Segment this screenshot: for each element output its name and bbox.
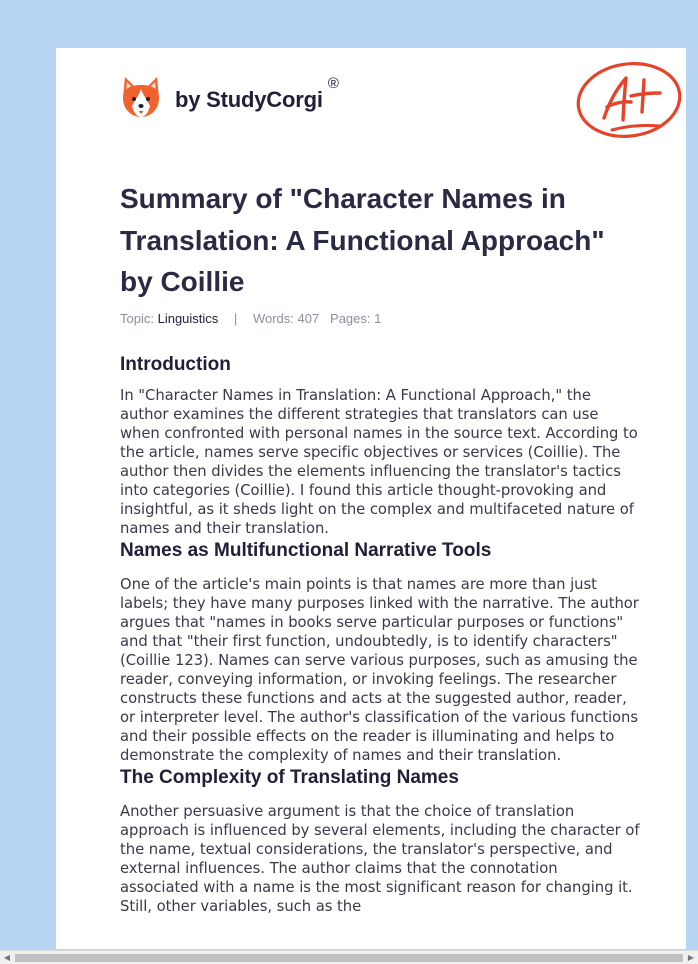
registered-mark: ®	[327, 75, 339, 92]
corgi-icon	[120, 76, 162, 120]
a-plus-grade-icon	[574, 60, 684, 142]
section-heading: Introduction	[120, 354, 231, 375]
section-heading: Names as Multifunctional Narrative Tools	[120, 540, 492, 561]
horizontal-scrollbar[interactable]	[0, 950, 698, 964]
meta-separator: |	[233, 311, 238, 326]
section-heading: The Complexity of Translating Names	[120, 767, 459, 788]
section-paragraph: One of the article's main points is that names are more than just labels; they have many purposes linked with the narrative. The author argues that "names in books serve particular purposes or functions" and that "their first function, undoubtedly, is to identify characters" (Coillie 123). Names can serve various purposes, such as amusing the reader, conveying information, or invoking feelings. The researcher constructs these functions and acts at the suggested author, reader, or interpreter level. The author's classification of the various functions and their possible effects on the reader is illuminating and helps to demonstrate the complexity of names and their translation.	[120, 576, 639, 764]
page-count: Pages: 1	[330, 311, 382, 326]
document-page	[56, 48, 686, 949]
section-paragraph: In "Character Names in Translation: A Functional Approach," the author examines the different strategies that translators can use when confronted with personal names in the source text. According to the article, names serve specific objectives or services (Coillie). The author then divides the elements influencing the translator's tactics into categories (Coillie). I found this article thought-provoking and insightful, as it sheds light on the complex and multifaceted nature of names and their translation.	[120, 387, 638, 537]
header	[120, 76, 660, 146]
article-meta	[120, 311, 381, 326]
topic-label: Topic:	[120, 311, 154, 326]
word-count: Words: 407	[252, 311, 320, 326]
section-paragraph: Another persuasive argument is that the choice of translation approach is influenced by several elements, including the character of the name, textual considerations, the translator's perspective, and external influences. The author claims that the connotation associated with a name is the most significant reason for changing it. Still, other variables, such as the	[120, 803, 640, 915]
article-body	[120, 353, 640, 916]
scrollbar-thumb[interactable]	[15, 954, 683, 962]
brand-name: by StudyCorgi ®	[175, 75, 339, 112]
topic-link[interactable]: Linguistics	[157, 311, 219, 326]
studycorgi-logo[interactable]	[120, 75, 339, 120]
scroll-right-arrow-icon[interactable]: ▶	[687, 953, 695, 962]
article-title: Summary of "Character Names in Translation: A Functional Approach" by Coillie	[120, 183, 605, 297]
scroll-left-arrow-icon[interactable]: ◀	[3, 953, 11, 962]
